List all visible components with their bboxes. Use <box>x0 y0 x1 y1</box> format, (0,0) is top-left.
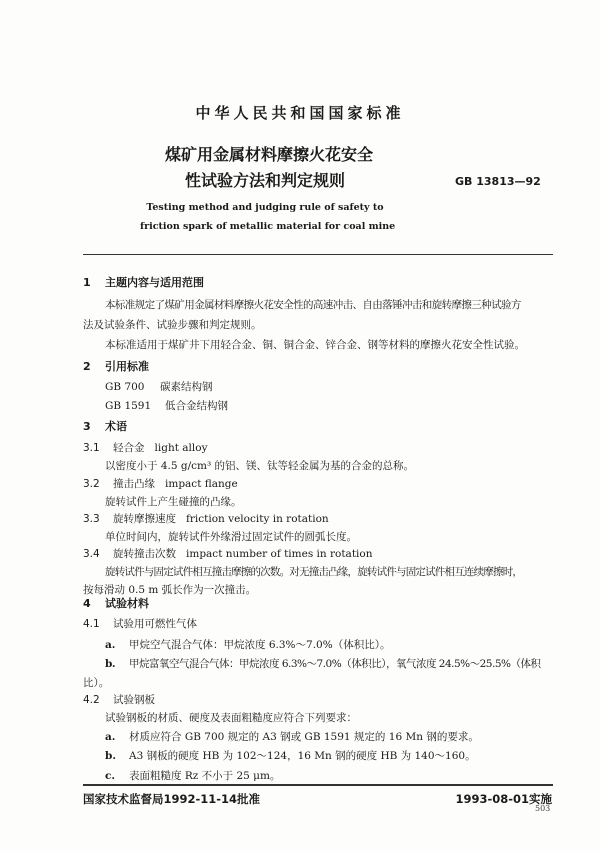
ref-name: 低合金结构钢 <box>165 400 228 412</box>
page-number: 503 <box>535 804 551 813</box>
ref-name: 碳素结构钢 <box>160 381 213 393</box>
term-number: 3.2 <box>83 478 100 490</box>
paragraph-line: 本标准适用于煤矿井下用轻合金、铜、铜合金、锌合金、钢等材料的摩擦火花安全性试验。 <box>105 339 525 351</box>
title-cn-line-1: 煤矿用金属材料摩擦火花安全 <box>165 145 374 164</box>
effective-date: 1993-08-01实施 <box>455 792 552 806</box>
standard-code: GB 13813—92 <box>455 175 541 188</box>
term-en: light alloy <box>154 442 208 454</box>
list-item <box>105 730 479 744</box>
title-en-line-2: friction spark of metallic material for coal mine <box>140 221 396 232</box>
term-definition: 旋转试件上产生碰撞的凸缘。 <box>105 496 242 508</box>
term-number: 3.1 <box>83 442 100 454</box>
list-item-continuation: 比）。 <box>83 677 110 689</box>
subsection-number: 4.1 <box>83 618 100 630</box>
item-text: 材质应符合 GB 700 规定的 A3 钢或 GB 1591 规定的 16 Mn 钢的要求。 <box>129 731 479 743</box>
list-item <box>105 638 390 652</box>
term-cn: 轻合金 <box>113 442 145 454</box>
term-definition: 以密度小于 4.5 g/cm³ 的铝、镁、钛等轻金属为基的合金的总称。 <box>105 460 415 472</box>
item-marker: a. <box>105 731 116 743</box>
reference-item <box>105 399 228 413</box>
term-definition: 按每滑动 0.5 m 弧长作为一次撞击。 <box>83 584 257 596</box>
term-number: 3.4 <box>83 548 100 560</box>
section-number: 4 <box>83 597 91 610</box>
term-en: friction velocity in rotation <box>186 513 329 525</box>
reference-item <box>105 380 213 394</box>
list-item <box>105 769 280 783</box>
term-number: 3.3 <box>83 513 100 525</box>
subsection-number: 4.2 <box>83 694 100 706</box>
section-3-heading <box>83 420 127 434</box>
section-number: 3 <box>83 420 91 433</box>
subsection-4-2 <box>83 693 155 707</box>
item-text: A3 钢板的硬度 HB 为 102～124，16 Mn 钢的硬度 HB 为 140～160。 <box>129 750 476 762</box>
subsection-title: 试验用可燃性气体 <box>113 618 197 630</box>
term-cn: 旋转摩擦速度 <box>113 513 176 525</box>
item-text: 甲烷空气混合气体：甲烷浓度 6.3%～7.0%（体积比）。 <box>129 639 391 651</box>
subsection-title: 试验钢板 <box>113 694 155 706</box>
section-title: 主题内容与适用范围 <box>105 276 204 289</box>
term-3-3 <box>83 512 329 526</box>
list-item <box>105 749 476 763</box>
section-title: 术语 <box>105 420 127 433</box>
section-4-heading <box>83 597 149 611</box>
title-cn-line-2: 性试验方法和判定规则 <box>184 171 345 190</box>
approval-date: 国家技术监督局1992-11-14批准 <box>83 792 261 806</box>
item-marker: b. <box>105 658 115 670</box>
section-1-heading <box>83 276 204 290</box>
term-3-4 <box>83 547 372 561</box>
header-divider <box>83 254 553 255</box>
item-text: 表面粗糙度 Rz 不小于 25 μm。 <box>129 770 281 782</box>
section-number: 2 <box>83 360 91 373</box>
paragraph-line: 试验钢板的材质、硬度及表面粗糙度应符合下列要求： <box>105 712 357 724</box>
section-2-heading <box>83 360 149 374</box>
item-marker: a. <box>105 639 116 651</box>
list-item <box>105 657 541 671</box>
section-title: 试验材料 <box>105 597 149 610</box>
title-en-line-1: Testing method and judging rule of safety to <box>146 202 384 213</box>
item-marker: b. <box>105 750 116 762</box>
paragraph-line: 法及试验条件、试验步骤和判定规则。 <box>83 319 262 331</box>
footer-divider <box>83 784 553 786</box>
paragraph-line: 本标准规定了煤矿用金属材料摩擦火花安全性的高速冲击、自由落锤冲击和旋转摩擦三种试验方 <box>105 299 521 311</box>
term-cn: 旋转撞击次数 <box>113 548 176 560</box>
term-3-1 <box>83 441 208 455</box>
term-en: impact number of times in rotation <box>186 548 373 560</box>
term-definition: 旋转试件与固定试件相互撞击摩擦的次数。对无撞击凸缘，旋转试件与固定试件相互连续摩擦时， <box>105 566 523 578</box>
issuing-header: 中华人民共和国国家标准 <box>195 104 405 122</box>
item-marker: c. <box>105 770 116 782</box>
term-en: impact flange <box>165 478 238 490</box>
ref-code: GB 1591 <box>105 400 152 412</box>
section-title: 引用标准 <box>105 360 149 373</box>
term-definition: 单位时间内，旋转试件外缘滑过固定试件的圆弧长度。 <box>105 531 357 543</box>
section-number: 1 <box>83 276 91 289</box>
ref-code: GB 700 <box>105 381 145 393</box>
item-text: 甲烷富氧空气混合气体：甲烷浓度 6.3%～7.0%（体积比），氧气浓度 24.5%～25.5%（体积 <box>129 658 541 670</box>
subsection-4-1 <box>83 617 197 631</box>
term-3-2 <box>83 477 238 491</box>
term-cn: 撞击凸缘 <box>113 478 155 490</box>
